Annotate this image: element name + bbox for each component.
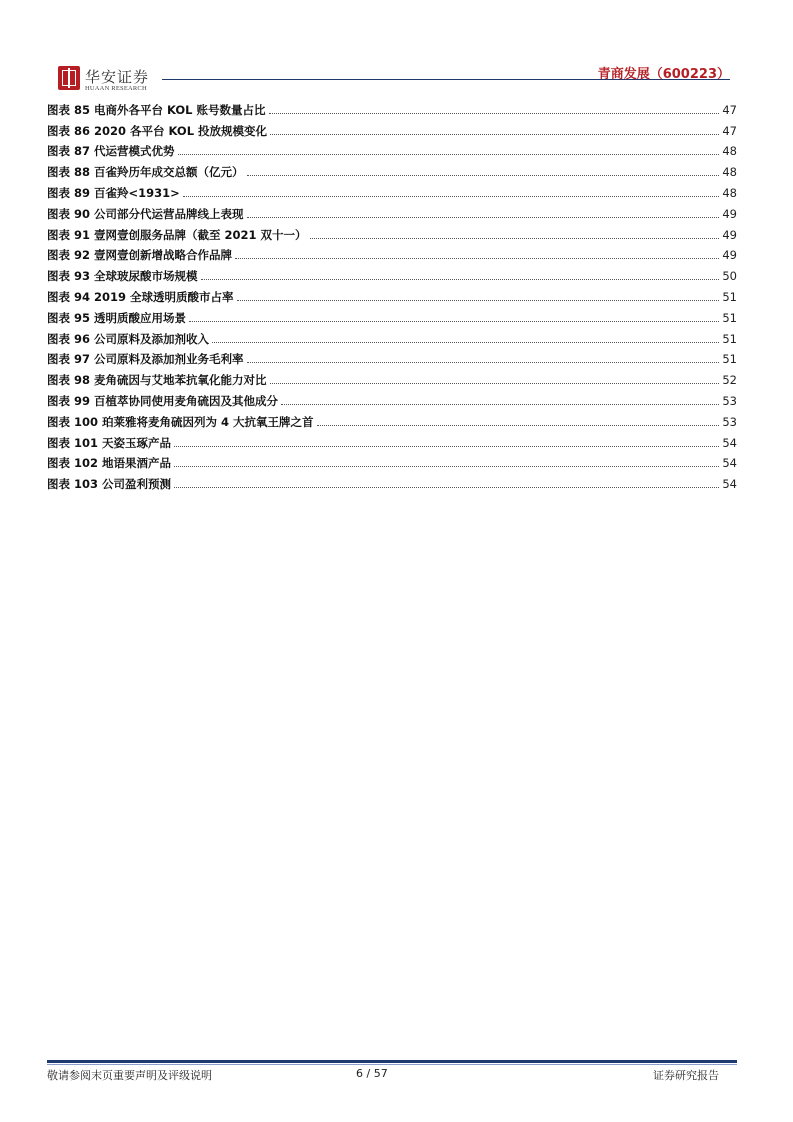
- company-logo: [58, 66, 168, 96]
- toc-leader: [270, 383, 720, 384]
- toc-entry-page: 49: [722, 248, 737, 263]
- toc-entry-page: 53: [722, 393, 737, 408]
- logo-seal-icon: [58, 66, 80, 90]
- toc-entry-page: 53: [722, 414, 737, 429]
- toc-entry-page: 48: [722, 144, 737, 159]
- toc-entry-label: 图表 86 2020 各平台 KOL 投放规模变化: [47, 123, 268, 138]
- toc-entry[interactable]: [47, 429, 737, 450]
- toc-entry-label: 图表 97 公司原料及添加剂业务毛利率: [47, 352, 244, 367]
- toc-entry-page: 47: [722, 123, 737, 138]
- page-number: 6 / 57: [356, 1067, 388, 1080]
- toc-entry-page: 47: [722, 102, 737, 117]
- toc-entry-label: 图表 92 壹网壹创新增战略合作品牌: [47, 248, 233, 263]
- toc-leader: [317, 425, 720, 426]
- toc-entry-label: 图表 100 珀莱雅将麦角硫因列为 4 大抗氧王牌之首: [47, 414, 314, 429]
- toc-entry[interactable]: [47, 366, 737, 387]
- toc-leader: [247, 362, 720, 363]
- toc-entry-label: 图表 102 地语果酒产品: [47, 456, 172, 471]
- toc-entry[interactable]: [47, 283, 737, 304]
- toc-leader: [174, 446, 719, 447]
- toc-entry-page: 51: [722, 289, 737, 304]
- toc-entry[interactable]: [47, 470, 737, 491]
- toc-entry-page: 54: [722, 477, 737, 492]
- toc-entry-label: 图表 89 百雀羚<1931>: [47, 185, 180, 200]
- toc-entry-page: 48: [722, 165, 737, 180]
- logo-name: 华安证券: [85, 68, 150, 86]
- toc-leader: [269, 113, 720, 114]
- toc-entry-label: 图表 90 公司部分代运营品牌线上表现: [47, 206, 244, 221]
- toc-entry[interactable]: [47, 325, 737, 346]
- footer-disclaimer: 敬请参阅末页重要声明及评级说明: [47, 1069, 212, 1082]
- figure-list: [47, 96, 737, 491]
- toc-leader: [247, 175, 720, 176]
- toc-entry-page: 52: [722, 373, 737, 388]
- toc-entry[interactable]: [47, 96, 737, 117]
- toc-entry-label: 图表 96 公司原料及添加剂收入: [47, 331, 210, 346]
- toc-entry-page: 51: [722, 310, 737, 325]
- toc-entry[interactable]: [47, 450, 737, 471]
- toc-entry[interactable]: [47, 262, 737, 283]
- toc-entry[interactable]: [47, 408, 737, 429]
- toc-leader: [201, 279, 720, 280]
- toc-entry[interactable]: [47, 117, 737, 138]
- toc-entry[interactable]: [47, 200, 737, 221]
- logo-subtitle: HUAAN RESEARCH: [85, 85, 147, 92]
- toc-leader: [281, 404, 719, 405]
- toc-entry-label: 图表 93 全球玻尿酸市场规模: [47, 269, 198, 284]
- toc-leader: [174, 487, 719, 488]
- toc-entry-page: 51: [722, 331, 737, 346]
- toc-entry-label: 图表 85 电商外各平台 KOL 账号数量占比: [47, 102, 266, 117]
- toc-entry-page: 49: [722, 227, 737, 242]
- toc-entry-label: 图表 94 2019 全球透明质酸市占率: [47, 289, 234, 304]
- toc-leader: [189, 321, 719, 322]
- toc-leader: [247, 217, 720, 218]
- toc-entry[interactable]: [47, 158, 737, 179]
- toc-entry-page: 49: [722, 206, 737, 221]
- toc-entry-label: 图表 95 透明质酸应用场景: [47, 310, 187, 325]
- toc-entry[interactable]: [47, 138, 737, 159]
- toc-leader: [310, 238, 720, 239]
- report-company-title: 青商发展（600223）: [597, 67, 730, 82]
- page-header: [0, 0, 793, 100]
- toc-entry[interactable]: [47, 179, 737, 200]
- toc-leader: [237, 300, 720, 301]
- toc-entry-label: 图表 88 百雀羚历年成交总额（亿元）: [47, 165, 244, 180]
- toc-leader: [235, 258, 719, 259]
- toc-leader: [178, 154, 720, 155]
- toc-entry-page: 48: [722, 185, 737, 200]
- toc-leader: [183, 196, 720, 197]
- toc-entry[interactable]: [47, 387, 737, 408]
- toc-entry-label: 图表 87 代运营模式优势: [47, 144, 175, 159]
- toc-entry-label: 图表 91 壹网壹创服务品牌（截至 2021 双十一）: [47, 227, 307, 242]
- toc-entry-label: 图表 98 麦角硫因与艾地苯抗氧化能力对比: [47, 373, 267, 388]
- toc-entry-page: 54: [722, 456, 737, 471]
- toc-leader: [212, 342, 719, 343]
- toc-entry-label: 图表 101 天姿玉琢产品: [47, 435, 172, 450]
- toc-entry[interactable]: [47, 221, 737, 242]
- footer-divider: [47, 1060, 737, 1063]
- toc-leader: [174, 466, 719, 467]
- toc-entry-page: 50: [722, 269, 737, 284]
- footer-divider-thin: [47, 1064, 737, 1065]
- toc-entry-label: 图表 99 百植萃协同使用麦角硫因及其他成分: [47, 393, 279, 408]
- toc-leader: [270, 134, 719, 135]
- toc-entry-page: 54: [722, 435, 737, 450]
- toc-entry[interactable]: [47, 242, 737, 263]
- toc-entry-page: 51: [722, 352, 737, 367]
- footer-report-type: 证券研究报告: [653, 1069, 719, 1082]
- toc-entry[interactable]: [47, 346, 737, 367]
- toc-entry[interactable]: [47, 304, 737, 325]
- toc-entry-label: 图表 103 公司盈利预测: [47, 477, 172, 492]
